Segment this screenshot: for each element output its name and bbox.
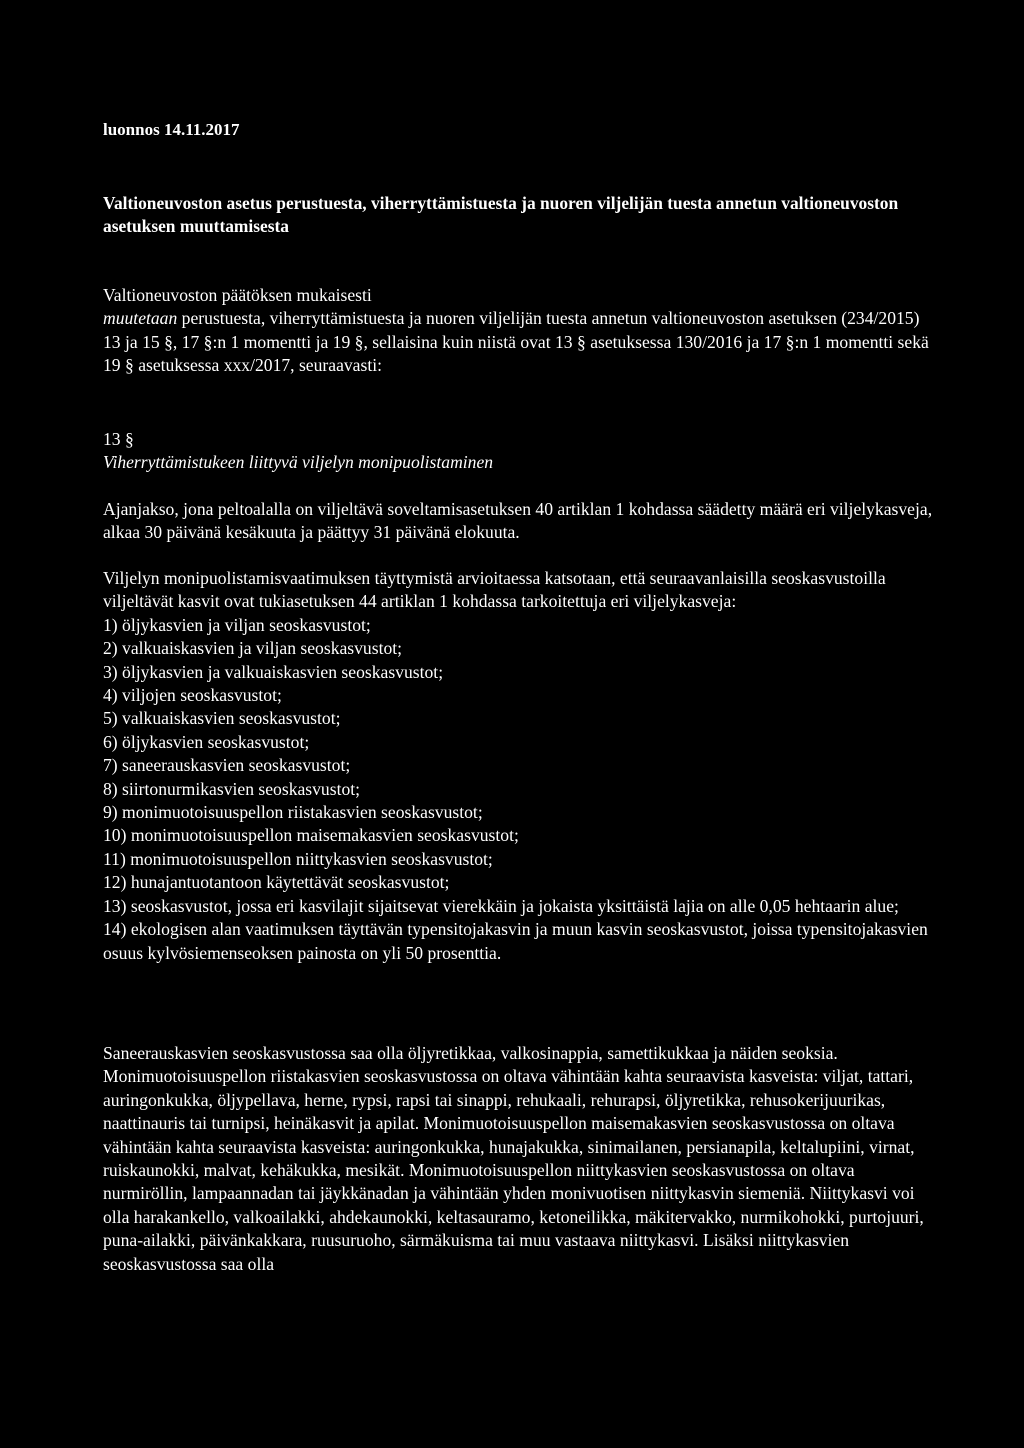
intro-paragraph [103,307,933,377]
list-item: 9) monimuotoisuuspellon riistakasvien seoskasvustot; [103,802,483,823]
draft-date-label: luonnos 14.11.2017 [103,120,240,139]
list-item: 6) öljykasvien seoskasvustot; [103,731,310,752]
section-number: 13 § [103,429,134,449]
crop-mix-list [103,614,933,965]
list-item: 7) saneerauskasvien seoskasvustot; [103,755,351,776]
list-item: 8) siirtonurmikasvien seoskasvustot; [103,778,361,799]
section-heading [103,428,933,475]
intro-verb: muutetaan [103,308,178,329]
list-item: 4) viljojen seoskasvustot; [103,685,282,706]
list-item: 12) hunajantuotantoon käytettävät seoskasvustot; [103,872,450,893]
section-title: Viherryttämistukeen liittyvä viljelyn monipuolistaminen [103,452,494,473]
list-item: 11) monimuotoisuuspellon niittykasvien seoskasvustot; [103,848,493,869]
list-item: 5) valkuaiskasvien seoskasvustot; [103,708,341,729]
list-item: 3) öljykasvien ja valkuaiskasvien seoskasvustot; [103,661,444,682]
intro-decision: Valtioneuvoston päätöksen mukaisesti [103,285,372,305]
intro-block [103,284,933,378]
list-item: 10) monimuotoisuuspellon maisemakasvien seoskasvustot; [103,825,519,846]
paragraph-criteria: Viljelyn monipuolistamisvaatimuksen täyttymistä arvioitaessa katsotaan, että seuraavanlaisilla seoskasvustoilla viljeltävät kasvit ovat tukiasetuksen 44 artiklan 1 kohdassa tarkoitettuja eri viljelykasveja: [103,568,886,612]
list-item: 1) öljykasvien ja viljan seoskasvustot; [103,614,371,635]
paragraph-period-block [103,498,933,545]
paragraph-criteria-block [103,567,933,965]
list-item: 14) ekologisen alan vaatimuksen täyttävän typensitojakasvin ja muun kasvin seoskasvustot, joissa typensitojakasvien osuus kylvösiemenseoksen painosta on yli 50 prosenttia. [103,919,928,963]
paragraph-mixes: Saneerauskasvien seoskasvustossa saa olla öljyretikkaa, valkosinappia, samettikukkaa ja näiden seoksia. Monimuotoisuuspellon riistakasvien seoskasvustossa on oltava vähintään kahta seuraavista kasveista: viljat, tattari, auringonkukka, öljypellava, herne, rypsi, rapsi tai sinappi, rehukaali, rehurapsi, öljyretikka, rehusokerijuurikas, naattinauris tai turnipsi, heinäkasvit ja apilat. Monimuotoisuuspellon maisemakasvien seoskasvustossa on oltava vähintään kahta seuraavista kasveista: auringonkukka, hunajakukka, sinimailanen, persianapila, keltalupiini, virnat, ruiskaunokki, malvat, kehäkukka, mesikät. Monimuotoisuuspellon niittykasvien seoskasvustossa on oltava nurmiröllin, lampaannadan tai jäykkänadan ja vähintään yhden monivuotisen niittykasvin siemeniä. Niittykasvi voi olla harakankello, valkoailakki, ahdekaunokki, keltasauramo, ketoneilikka, mäkitervakko, nurmikohokki, purtojuuri, puna-ailakki, päivänkakkara, ruusuruoho, särmäkuisma tai muu vastaava niittykasvi. Lisäksi niittykasvien seoskasvustossa saa olla [103,1043,924,1274]
paragraph-mixes-block [103,1042,933,1276]
list-item: 2) valkuaiskasvien ja viljan seoskasvustot; [103,638,403,659]
document-title: Valtioneuvoston asetus perustuesta, viherryttämistuesta ja nuoren viljelijän tuesta annetun valtioneuvoston asetuksen muuttamisesta [103,193,899,236]
list-item: 13) seoskasvustot, jossa eri kasvilajit sijaitsevat vierekkäin ja jokaista yksittäistä lajia on alle 0,05 hehtaarin alue; [103,895,899,916]
intro-text: perustuesta, viherryttämistuesta ja nuoren viljelijän tuesta annetun valtioneuvoston asetuksen (234/2015) 13 ja 15 §, 17 §:n 1 momentti ja 19 §, sellaisina kuin niistä ovat 13 § asetuksessa 130/2016 ja 17 §:n 1 momentti sekä 19 § asetuksessa xxx/2017, seuraavasti: [103,308,929,376]
paragraph-period: Ajanjakso, jona peltoalalla on viljeltävä soveltamisasetuksen 40 artiklan 1 kohdassa säädetty määrä eri viljelykasveja, alkaa 30 päivänä kesäkuuta ja päättyy 31 päivänä elokuuta. [103,499,933,543]
